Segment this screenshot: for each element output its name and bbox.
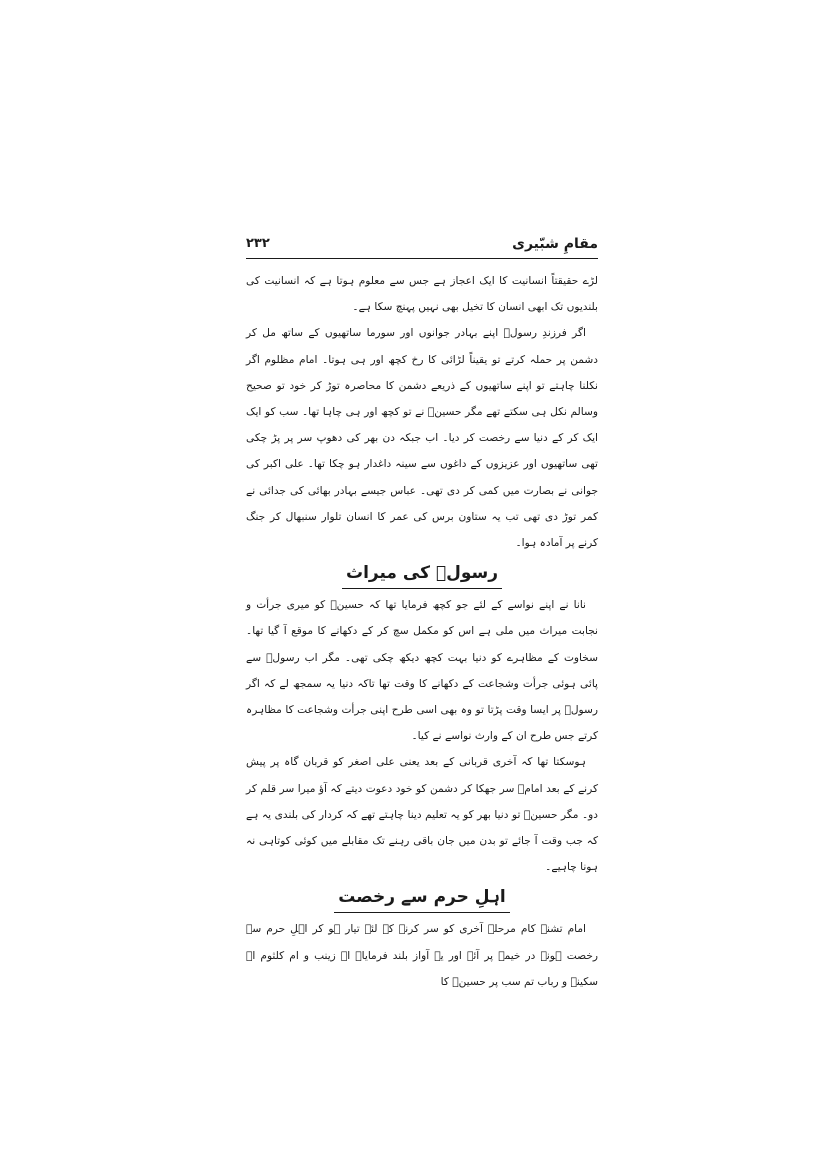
section-heading-wrap: [246, 556, 598, 592]
paragraph: اگر فرزندِ رسولؐ اپنے بہادر جوانوں اور سورما ساتھیوں کے ساتھ مل کر دشمن پر حملہ کرتے تو یقیناً لڑائی کا رخ کچھ اور ہی ہوتا۔ امام مظلوم اگر نکلنا چاہتے تو اپنے ساتھیوں کے ذریعے دشمن کا محاصرہ توڑ کر خود تو صحیح وسالم نکل ہی سکتے تھے مگر حسینؑ نے تو کچھ اور ہی چاہا تھا۔ سب کو ایک ایک کر کے دنیا سے رخصت کر دیا۔ اب جبکہ دن بھر کی دھوپ سر پر پڑ چکی تھی ساتھیوں اور عزیزوں کے داغوں سے سینہ داغدار ہو چکا تھا۔ علی اکبر کی جوانی نے بصارت میں کمی کر دی تھی۔ عباس جیسے بہادر بھائی کی جدائی نے کمر توڑ دی تھی تب یہ ستاون برس کی عمر کا انسان تلوار سنبھال کر جنگ کرنے پر آمادہ ہوا۔: [246, 327, 598, 550]
running-title: مقامِ شبّیری: [512, 236, 598, 252]
paragraph: ہوسکتا تھا کہ آخری قربانی کے بعد یعنی علی اصغر کو قربان گاہ پر پیش کرنے کے بعد امامؑ سر جھکا کر دشمن کو خود دعوت دیتے کہ آؤ میرا سر قلم کر دو۔ مگر حسینؑ تو دنیا بھر کو یہ تعلیم دینا چاہتے تھے کہ کردار کی بلندی یہ ہے کہ جب وقت آ جائے تو بدن میں جان باقی رہنے تک مقابلے میں کوئی کوتاہی نہ ہونا چاہیے۔: [246, 756, 598, 874]
page-header: [246, 232, 598, 256]
page-number: ۲۳۲: [246, 236, 270, 251]
section-heading: اہلِ حرم سے رخصت: [334, 882, 509, 913]
paragraph: نانا نے اپنے نواسے کے لئے جو کچھ فرمایا تھا کہ حسینؑ کو میری جرأت و نجابت میراث میں ملی ہے اس کو مکمل سچ کر کے دکھانے کا موقع آ گیا تھا۔ سخاوت کے مظاہرے کو دنیا بہت کچھ دیکھ چکی تھی۔ مگر اب رسولؐ سے پائی ہوئی جرأت وشجاعت کے دکھانے کا وقت تھا تاکہ دنیا یہ سمجھ لے کہ اگر رسولؐ پر ایسا وقت پڑتا تو وہ بھی اسی طرح اپنی جرأت وشجاعت کا مظاہرہ کرتے جس طرح ان کے وارث نواسے نے کیا۔: [246, 599, 598, 743]
header-rule: [246, 258, 598, 259]
page-body: [246, 268, 598, 995]
section-heading-wrap: [246, 880, 598, 916]
paragraph: امام تشنہ کام مرحلۂ آخری کو سر کرنے کے لئے تیار ہو کر اہلِ حرم سے رخصت ہونے در خیمہ پر آئے اور یہ آواز بلند فرمایا۔ اے زینب و ام کلثوم اے سکینہ و رباب تم سب پر حسینؑ کا: [246, 923, 598, 988]
paragraph-continued: لڑے حقیقتاً انسانیت کا ایک اعجاز ہے جس سے معلوم ہوتا ہے کہ انسانیت کی بلندیوں تک ابھی انسان کا تخیل بھی نہیں پہنچ سکا ہے۔: [246, 275, 598, 314]
section-heading: رسولؐ کی میراث: [342, 558, 502, 589]
